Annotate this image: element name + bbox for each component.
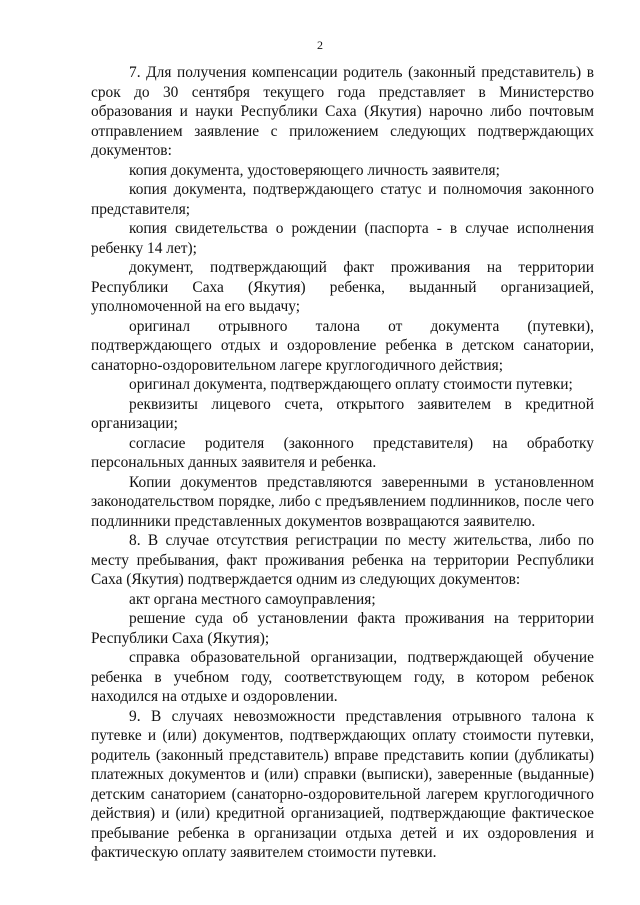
list-item: копия документа, удостоверяющего личность заявителя; [129,161,500,179]
page-number: 2 [317,38,323,52]
list-item: реквизиты лицевого счета, открытого заявителем в кредитной организации; [91,395,594,432]
list-item: решение суда об установлении факта проживания на территории Республики Саха (Якутия); [91,610,594,647]
list-item: оригинал отрывного талона от документа (путевки), подтверждающего отдых и оздоровление ребенка в детском санатории, санаторно-оздоровительном лагере круглогодичного действия; [91,317,594,374]
paragraph-item-7-intro: 7. Для получения компенсации родитель (законный представитель) в срок до 30 сентября текущего года представляет в Министерство образования и науки Республики Саха (Якутия) нарочно либо почтовым отправлением заявление с приложением следующих подтверждающих документов: [91,64,594,159]
list-item: акт органа местного самоуправления; [129,590,376,608]
paragraph: Копии документов представляются заверенными в установленном законодательством порядке, либо с предъявлением подлинников, после чего подлинники представленных документов возвращаются заявителю. [91,473,594,530]
paragraph-item-8-intro: 8. В случае отсутствия регистрации по месту жительства, либо по месту пребывания, факт проживания ребенка на территории Республики Саха (Якутия) подтверждается одним из следующих документов: [91,532,594,588]
list-item: согласие родителя (законного представителя) на обработку персональных данных заявителя и ребенка. [91,434,594,471]
list-item: копия документа, подтверждающего статус и полномочия законного представителя; [91,181,594,218]
paragraph-item-9: 9. В случаях невозможности представления отрывного талона к путевке и (или) документов, подтверждающих оплату стоимости путевки, родитель (законный представитель) вправе представить копии (дубликаты) платежных документов и (или) справки (выписки), заверенные (выданные) детским санаторием (санаторно-оздоровительной лагерем круглогодичного действия) и (или) кредитной организацией, подтверждающие фактическое пребывание ребенка в организации отдыха детей и их оздоровления и фактическую оплату заявителем стоимости путевки. [91,707,594,861]
list-item: документ, подтверждающий факт проживания на территории Республики Саха (Якутия) ребенка, выданный организацией, уполномоченной на его выдачу; [91,259,594,315]
list-item: оригинал документа, подтверждающего оплату стоимости путевки; [129,376,573,393]
list-item: справка образовательной организации, подтверждающей обучение ребенка в учебном году, соответствующем году, в котором ребенок находился на отдыхе и оздоровлении. [91,649,594,705]
document-body [91,63,594,863]
list-item: копия свидетельства о рождении (паспорта - в случае исполнения ребенку 14 лет); [91,220,594,257]
